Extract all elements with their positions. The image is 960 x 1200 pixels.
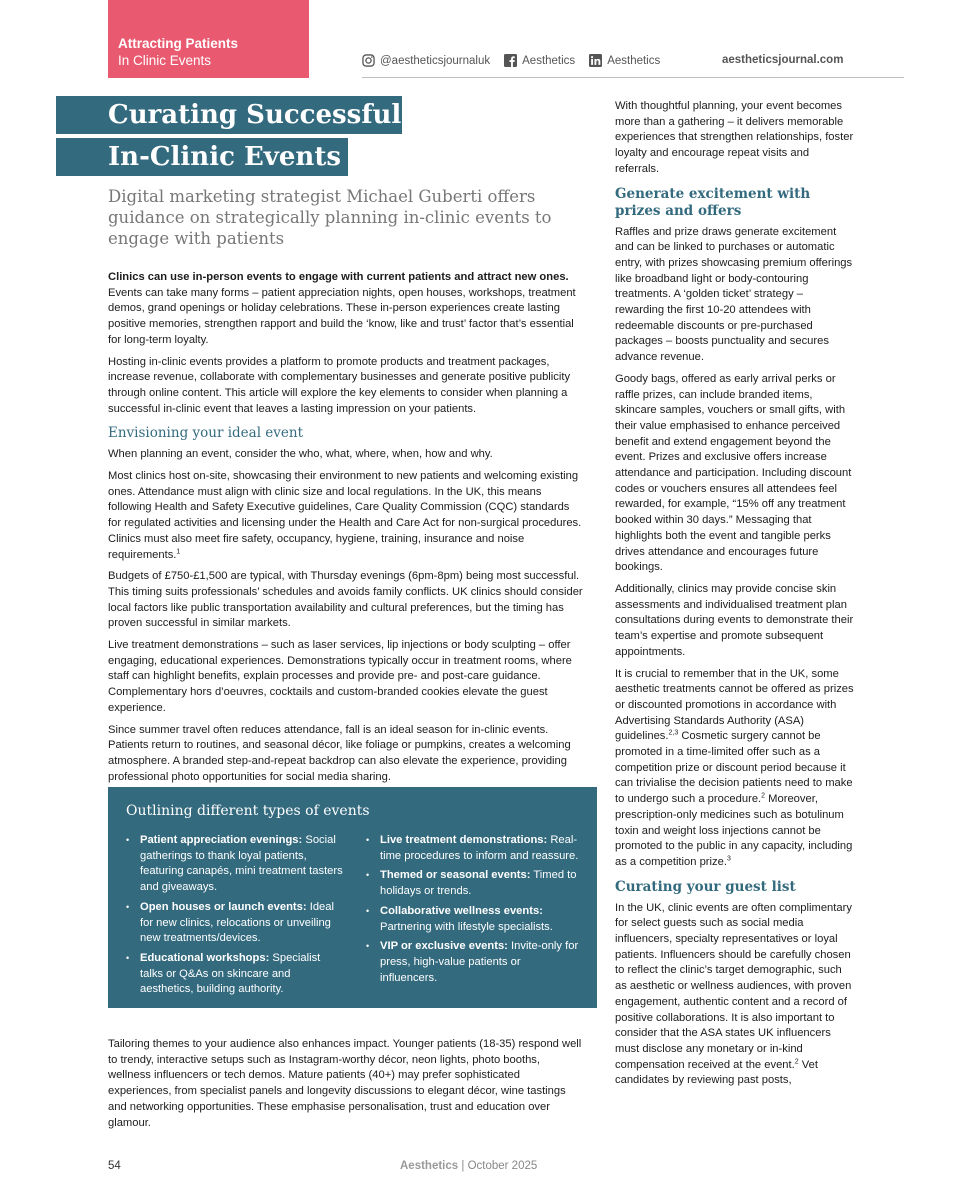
instagram-handle: @aestheticsjournaluk <box>380 54 491 67</box>
item-text: Specialist talks or Q&As on skincare and aesthetics, building authority. <box>140 951 321 996</box>
item-text: Invite-only for press, high-value patients or influencers. <box>380 940 579 984</box>
linkedin-icon <box>589 54 602 67</box>
header-divider <box>362 77 904 78</box>
item-term: Open houses or launch events: <box>140 900 307 913</box>
section-name: Attracting Patients <box>118 36 239 51</box>
list-item <box>366 904 580 935</box>
body-paragraph: Goody bags, offered as early arrival perks or raffle prizes, can include branded items, skincare samples, vouchers or small gifts, with their value emphasised to enhance perceived benefit and extend engagement beyond the event. Prizes and exclusive offers increase attendance and participation. Including discount codes or vouchers ensures all attendees feel rewarded, for example, “15% off any treatment booked within 30 days.” Messaging that highlights both the event and tangible perks drives attendance and encourages future bookings. <box>615 372 852 574</box>
subheading-excitement: Generate excitement with prizes and offers <box>615 185 811 219</box>
body-text: In the UK, clinic events are often complimentary for select guests such as social media influencers, specialty representatives or loyal patients. Influencers should be carefully chosen to reflect the clinic’s target demographic, such as aesthetic or wellness audiences, with proven engagement, authentic content and a record of positive collaborations. It is also important to consider that the ASA states UK influencers must disclose any monetary or in-kind compensation received at the event. <box>615 901 852 1071</box>
body-column-right <box>615 99 855 1095</box>
box-list-right <box>366 833 580 990</box>
instagram-icon <box>362 54 375 67</box>
body-paragraph <box>615 667 855 871</box>
body-text: Cosmetic surgery cannot be promoted in a time-limited offer such as a competition prize or discount period because it can trivialise the decision patients need to make to undergo such a procedure. <box>615 730 853 806</box>
article-title-line1: Curating Successful <box>56 96 402 134</box>
body-paragraph: Tailoring themes to your audience also enhances impact. Younger patients (18-35) respond well to trendy, interactive setups such as Instagram-worthy décor, neon lights, photo booths, wellness influencers or tech demos. Mature patients (40+) may prefer sophisticated experiences, from specialist panels and longevity discussions to elegant décor, wine tastings and networking opportunities. These emphasise personalisation, trust and education over glamour. <box>108 1038 582 1129</box>
page-number: 54 <box>108 1160 121 1172</box>
body-paragraph: Since summer travel often reduces attendance, fall is an ideal season for in-clinic events. Patients return to routines, and seasonal décor, like foliage or pumpkins, creates a welcoming atmosphere. A branded step-and-repeat backdrop can also elevate the experience, providing professional photo opportunities for social media sharing. <box>108 723 571 783</box>
body-paragraph <box>108 469 584 563</box>
list-item <box>366 868 580 899</box>
body-column-left <box>108 270 584 791</box>
item-term: Patient appreciation evenings: <box>140 834 303 846</box>
footer-separator: | <box>461 1160 465 1172</box>
box-title: Outlining different types of events <box>126 803 370 819</box>
subsection-name: In Clinic Events <box>118 53 212 68</box>
body-text: Vet candidates by reviewing past posts, <box>615 1058 818 1087</box>
list-item <box>366 833 580 864</box>
facebook-icon <box>504 54 517 67</box>
social-links <box>362 54 674 67</box>
footer-publication <box>400 1160 537 1172</box>
subheading-envisioning: Envisioning your ideal event <box>108 425 304 442</box>
body-paragraph: Budgets of £750-£1,500 are typical, with Thursday evenings (6pm-8pm) being most successful. This timing suits professionals’ schedules and avoids family conflicts. UK clinics should consider local factors like public transportation availability and cultural preferences, but the timing has proven successful in similar markets. <box>108 570 583 630</box>
body-paragraph: With thoughtful planning, your event becomes more than a gathering – it delivers memorable experiences that strengthen relationships, foster loyalty and encourage repeat visits and referrals. <box>615 100 854 175</box>
body-paragraph: Additionally, clinics may provide concise skin assessments and individualised treatment plan consultations during events to demonstrate their team’s expertise and promote subsequent appointments. <box>615 582 854 658</box>
item-term: VIP or exclusive events: <box>380 940 508 953</box>
item-text: Partnering with lifestyle specialists. <box>380 920 553 933</box>
item-term: Collaborative wellness events: <box>380 904 543 917</box>
box-list-left <box>126 833 344 1002</box>
item-text: Real-time procedures to inform and reassure. <box>380 834 579 862</box>
website-link[interactable]: aestheticsjournal.com <box>722 54 844 66</box>
item-term: Educational workshops: <box>140 951 270 964</box>
item-term: Live treatment demonstrations: <box>380 834 548 846</box>
body-paragraph <box>615 901 855 1089</box>
section-tag <box>108 0 309 78</box>
list-item <box>126 951 344 998</box>
issue-date: October 2025 <box>467 1160 538 1172</box>
body-paragraph: When planning an event, consider the who, what, where, when, how and why. <box>108 448 493 461</box>
reference-marker: 2,3 <box>668 729 679 737</box>
intro-paragraph <box>108 270 584 349</box>
body-paragraph: Live treatment demonstrations – such as laser services, lip injections or body sculpting – offer engaging, educational experiences. Demonstrations typically occur in treatment rooms, where staff can highlight benefits, explain processes and provide pre- and post-care guidance. Complementary hors d’oeuvres, cocktails and custom-branded cookies elevate the guest experience. <box>108 639 572 714</box>
linkedin-name: Aesthetics <box>607 54 661 67</box>
body-text: It is crucial to remember that in the UK, some aesthetic treatments cannot be offered as prizes or discounted promotions in accordance with Advertising Standards Authority (ASA) guidelines. <box>615 667 854 743</box>
body-text: Moreover, prescription-only medicines such as botulinum toxin and weight loss injections cannot be promoted to the public in any capacity, including as a competition prize. <box>615 793 853 868</box>
facebook-link[interactable] <box>504 54 575 67</box>
reference-marker: 2 <box>794 1057 799 1065</box>
body-paragraph: Raffles and prize draws generate excitement and can be linked to purchases or automatic entry, with prizes showcasing premium offerings like broadband light or body-contouring treatments. A ‘golden ticket’ strategy – rewarding the first 10-20 attendees with redeemable discounts or pre-purchased packages – boosts punctuality and secures advance revenue. <box>615 225 853 364</box>
reference-marker: 2 <box>761 792 766 800</box>
intro-rest: Events can take many forms – patient appreciation nights, open houses, workshops, treatment demos, grand openings or holiday celebrations. These in-person experiences create lasting positive memories, strengthen rapport and build the ‘know, like and trust’ factor that’s essential for long-term loyalty. <box>108 286 576 346</box>
instagram-link[interactable] <box>362 54 490 67</box>
magazine-name: Aesthetics <box>400 1160 459 1172</box>
body-paragraph: Hosting in-clinic events provides a platform to promote products and treatment packages, increase revenue, collaborate with complementary businesses and generate positive publicity through online content. This article will explore the key elements to consider when planning a successful in-clinic event that leaves a lasting impression on your patients. <box>108 355 571 415</box>
reference-marker: 3 <box>726 855 731 863</box>
subheading-guest-list: Curating your guest list <box>615 878 796 895</box>
list-item <box>366 939 580 986</box>
item-text: Ideal for new clinics, relocations or unveiling new treatments/devices. <box>140 900 334 945</box>
item-text: Social gatherings to thank loyal patients, featuring canapés, mini treatment tasters and giveaways. <box>140 834 343 894</box>
linkedin-link[interactable] <box>589 54 660 67</box>
standfirst: Digital marketing strategist Michael Guberti offers guidance on strategically planning in-clinic events to engage with patients <box>108 187 552 248</box>
list-item <box>126 833 344 896</box>
body-column-left-lower <box>108 1037 584 1137</box>
item-term: Themed or seasonal events: <box>380 869 531 882</box>
intro-bold: Clinics can use in-person events to engage with current patients and attract new ones. <box>108 271 569 283</box>
event-types-box <box>108 787 597 1008</box>
item-text: Timed to holidays or trends. <box>380 869 577 898</box>
list-item <box>126 900 344 947</box>
facebook-name: Aesthetics <box>522 54 576 67</box>
body-text: Most clinics host on-site, showcasing their environment to new patients and welcoming existing ones. Attendance must align with clinic size and local regulations. In the UK, this means following Health and Safety Executive guidelines, Care Quality Commission (CQC) standards for regulated activities and licensing under the Health and Care Act for non-surgical procedures. Clinics must also meet fire safety, occupancy, hygiene, training, insurance and noise requirements. <box>108 470 582 561</box>
article-title-line2: In-Clinic Events <box>56 138 348 176</box>
reference-marker: 1 <box>176 547 181 555</box>
